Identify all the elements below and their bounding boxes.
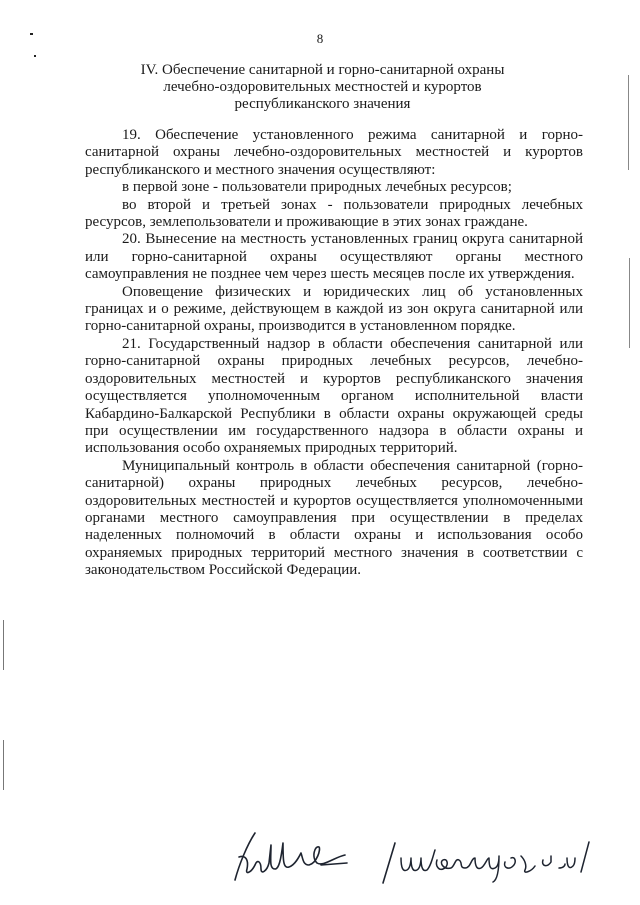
page-number: 8 [316, 31, 324, 46]
section-heading-line-2: лечебно-оздоровительных местностей и курортов [163, 79, 482, 95]
paragraph-municipal-control: Муниципальный контроль в области обеспечения санитарной (горно-санитарной) охраны природных лечебных ресурсов, лечебно-оздоровительных местностей и курортов осуществляется уполномоченными органами местного самоуправления при осуществлении в пределах наделенных полномочий в области охраны и использования особо охраняемых природных территорий местного значения в соответствии с законодательством Российской Федерации. [85, 457, 583, 579]
section-heading [120, 62, 525, 113]
scan-mark-right-line-2 [629, 258, 630, 348]
scan-mark-left-line-1 [3, 620, 4, 670]
scan-mark-left-dot-2 [34, 55, 36, 57]
paragraph-21: 21. Государственный надзор в области обеспечения санитарной или горно-санитарной охраны природных лечебных ресурсов, лечебно-оздоровительных местностей и курортов республиканского значения осуществляется уполномоченным органом исполнительной власти Кабардино-Балкарской Республики в области охраны окружающей среды при осуществлении им государственного надзора в области охраны и использования особо охраняемых природных территорий. [85, 335, 583, 457]
scan-mark-left-line-2 [3, 740, 4, 790]
paragraph-zone-1: в первой зоне - пользователи природных лечебных ресурсов; [122, 179, 512, 196]
paragraph-19: 19. Обеспечение установленного режима санитарной и горно-санитарной охраны лечебно-оздоровительных местностей и курортов республиканского и местного значения осуществляют: [85, 127, 583, 178]
scan-mark-left-dot-1 [30, 33, 33, 35]
paragraph-zone-2-3: во второй и третьей зонах - пользователи природных лечебных ресурсов, землепользователи и проживающие в этих зонах граждане. [85, 196, 583, 231]
handwritten-signature [225, 825, 355, 885]
scan-mark-right-line-1 [628, 75, 629, 170]
paragraph-notification: Оповещение физических и юридических лиц об установленных границах и о режиме, действующем в каждой из зон округа санитарной или горно-санитарной охраны, производится в установленном порядке. [85, 283, 583, 335]
handwritten-name-signature [375, 838, 595, 888]
section-heading-line-1: IV. Обеспечение санитарной и горно-санитарной охраны [140, 62, 505, 78]
document-body [85, 127, 583, 580]
paragraph-20: 20. Вынесение на местность установленных границ округа санитарной или горно-санитарной охраны осуществляют органы местного самоуправления не позднее чем через шесть месяцев после их утверждения. [85, 231, 583, 283]
section-heading-line-3: республиканского значения [234, 96, 411, 112]
